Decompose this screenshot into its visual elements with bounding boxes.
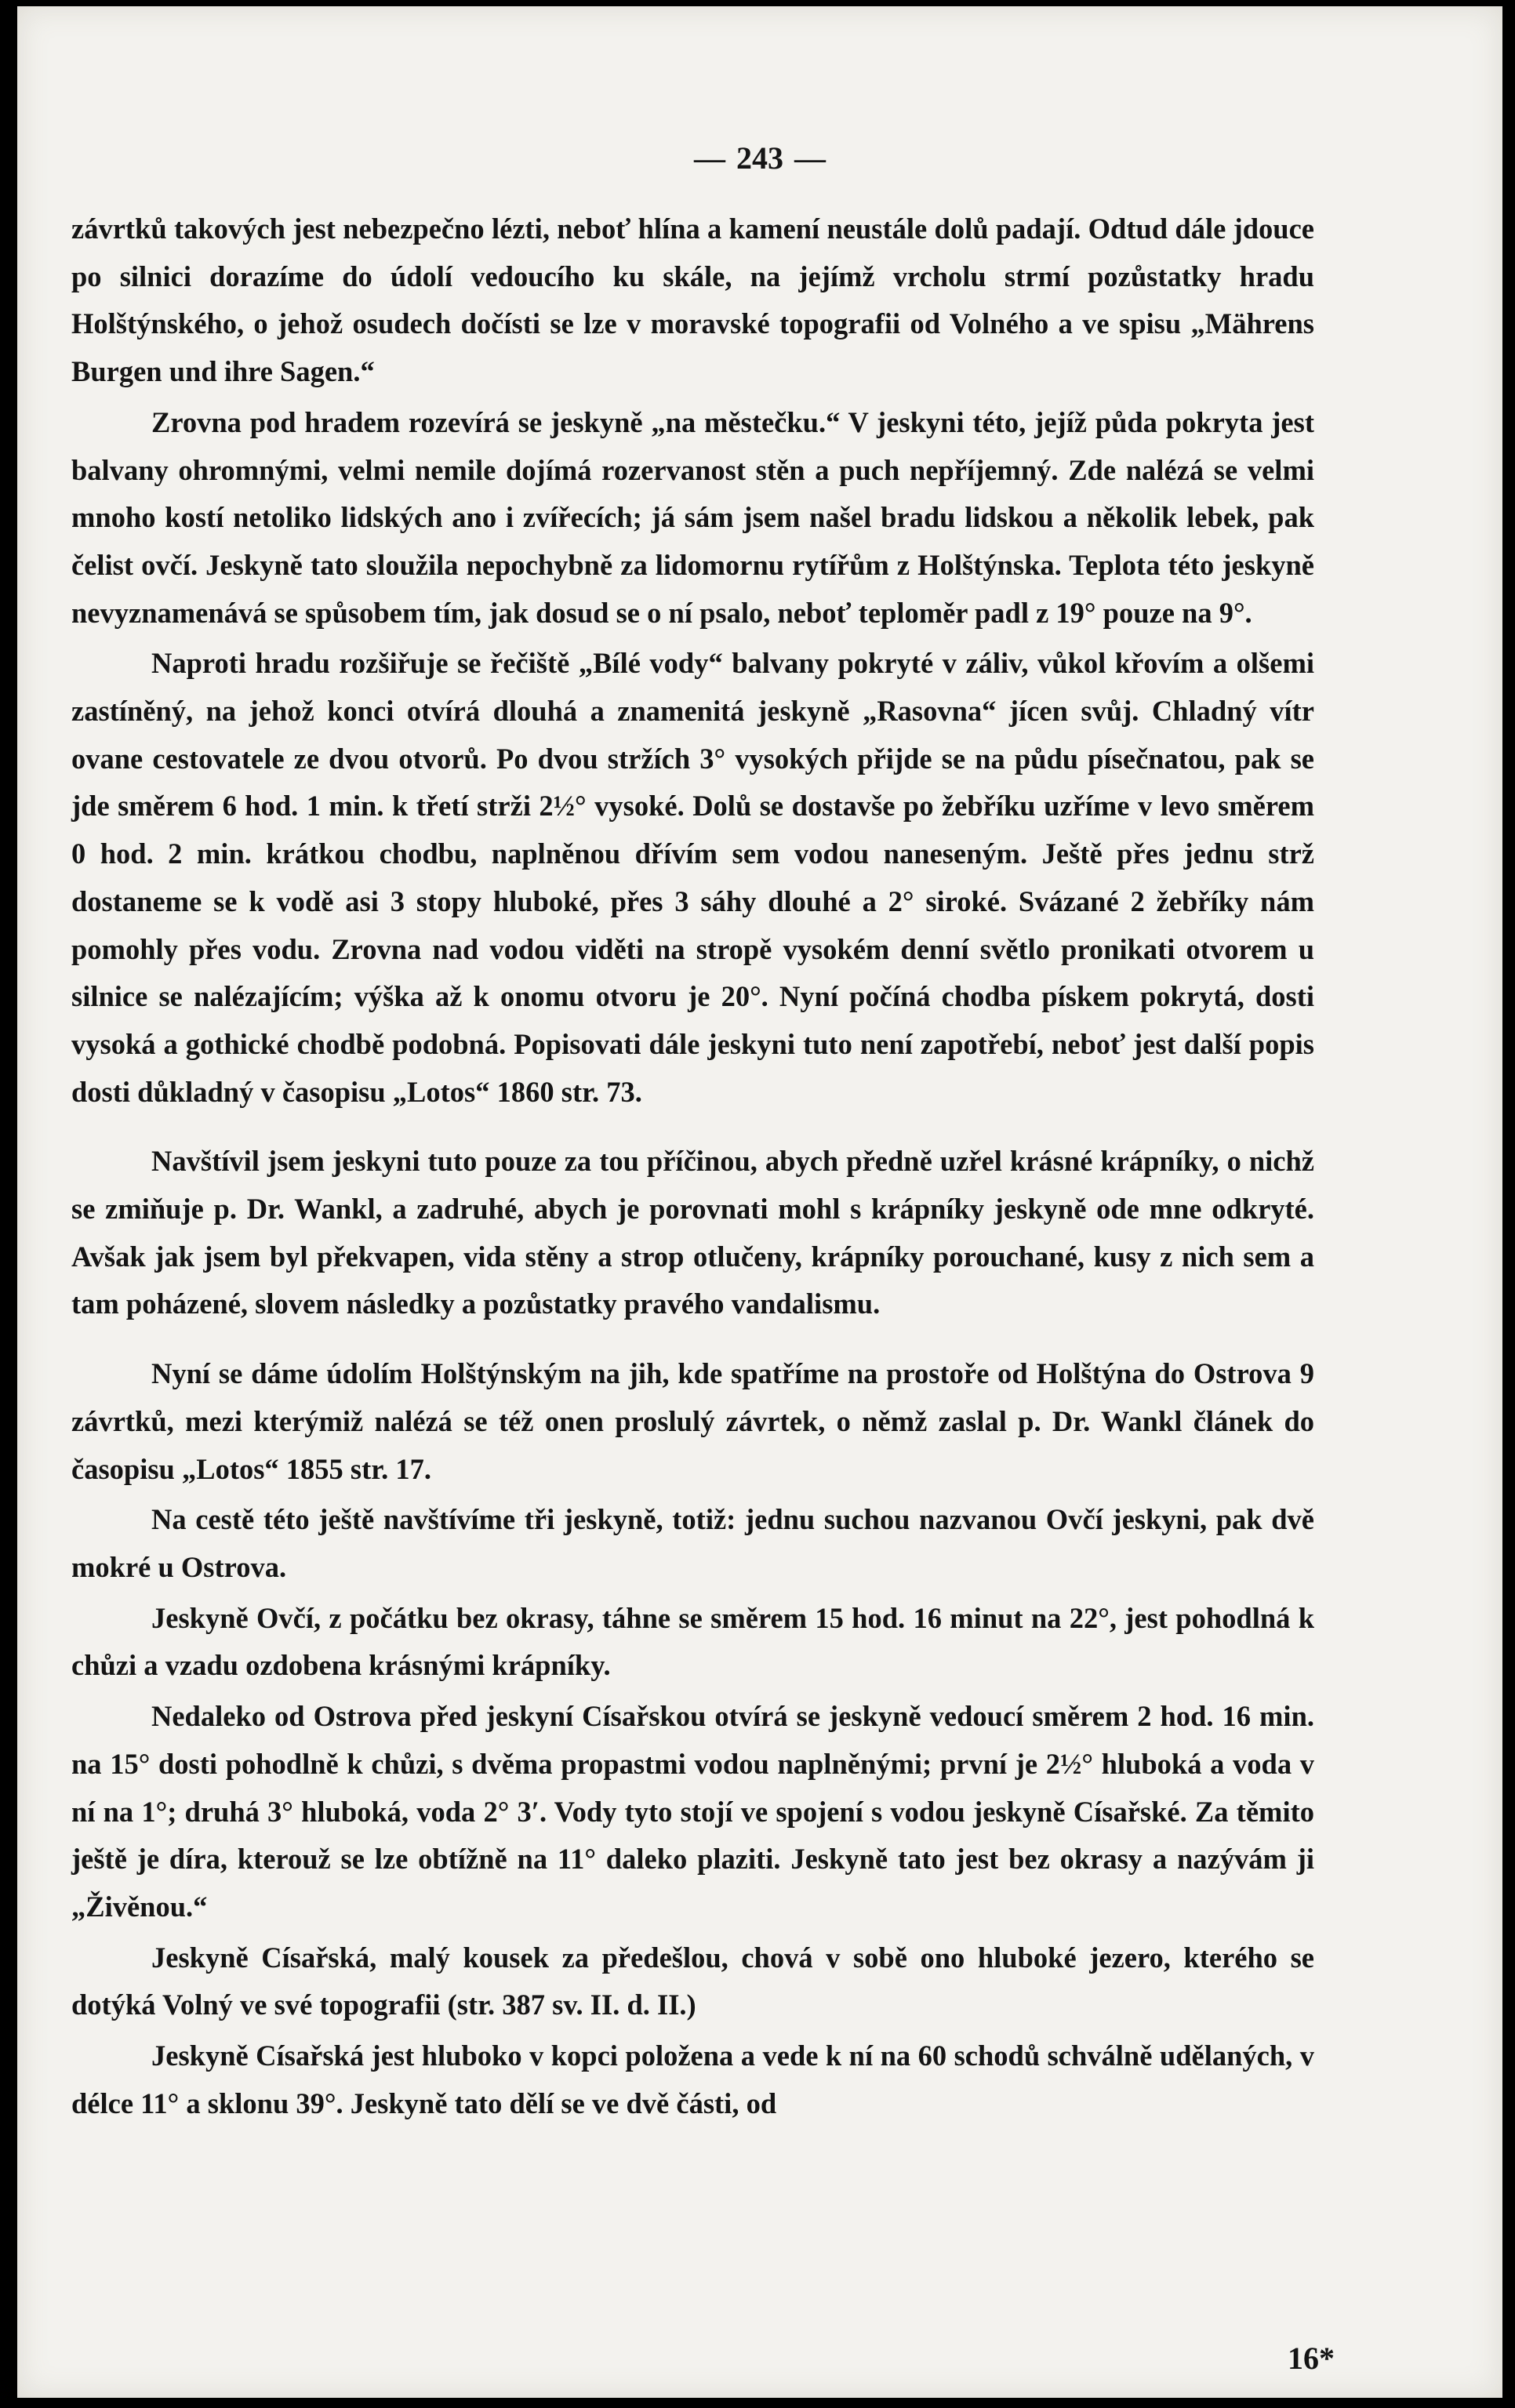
paragraph: Navštívil jsem jeskyni tuto pouze za tou příčinou, abych předně uzřel krásné krápníky, o nichž se zmiňuje p. Dr. Wankl, a zadruhé, abych je porovnati mohl s krápníky jeskyně ode mne odkryté. Avšak jak jsem byl překvapen, vida stěny a strop otlučeny, krápníky porouchané, kusy z nich sem a tam poházené, slovem následky a pozůstatky pravého vandalismu. — [71, 1145, 1314, 1320]
paragraph: Jeskyně Císařská jest hluboko v kopci položena a vede k ní na 60 schodů schválně udělaných, v délce 11° a sklonu 39°. Jeskyně tato dělí se ve dvě části, od — [71, 2039, 1314, 2119]
paragraph: závrtků takových jest nebezpečno lézti, neboť hlína a kamení neustále dolů padají. Odtud dále jdouce po silnici dorazíme do údolí vedoucího ku skále, na jejímž vrcholu strmí pozůstatky hradu Holštýnského, o jehož osudech dočísti se lze v moravské topografii od Volného a ve spisu „Mährens Burgen und ihre Sagen.“ — [71, 212, 1314, 388]
paragraph: Naproti hradu rozšiřuje se řečiště „Bílé vody“ balvany pokryté v záliv, vůkol křovím a olšemi zastíněný, na jehož konci otvírá dlouhá a znamenitá jeskyně „Rasovna“ jícen svůj. Chladný vítr ovane cestovatele ze dvou otvorů. Po dvou stržích 3° vysokých přijde se na půdu písečnatou, pak se jde směrem 6 hod. 1 min. k třetí strži 2½° vysoké. Dolů se dostavše po žebříku uzříme v levo směrem 0 hod. 2 min. krátkou chodbu, naplněnou dřívím sem vodou naneseným. Ještě přes jednu strž dostaneme se k vodě asi 3 stopy hluboké, přes 3 sáhy dlouhé a 2° siroké. Svázané 2 žebříky nám pomohly přes vodu. Zrovna nad vodou viděti na stropě vysokém denní světlo pronikati otvorem u silnice se nalézajícím; výška až k onomu otvoru je 20°. Nyní počíná chodba pískem pokrytá, dosti vysoká a gothické chodbě podobná. Popisovati dále jeskyni tuto není zapotřebí, neboť jest další popis dosti důkladný v časopisu „Lotos“ 1860 str. 73. — [71, 647, 1314, 1108]
page-header: — 243 — — [694, 140, 826, 176]
page-number: 243 — [736, 140, 783, 176]
paragraph: Na cestě této ještě navštívíme tři jeskyně, totiž: jednu suchou nazvanou Ovčí jeskyni, pak dvě mokré u Ostrova. — [71, 1503, 1314, 1583]
paragraph: Jeskyně Císařská, malý kousek za předešlou, chová v sobě ono hluboké jezero, kterého se dotýká Volný ve své topografii (str. 387 sv. II. d. II.) — [71, 1941, 1314, 2021]
paragraph: Nedaleko od Ostrova před jeskyní Císařskou otvírá se jeskyně vedoucí směrem 2 hod. 16 min. na 15° dosti pohodlně k chůzi, s dvěma propastmi vodou naplněnými; první je 2½° hluboká a voda v ní na 1°; druhá 3° hluboká, voda 2° 3′. Vody tyto stojí ve spojení s vodou jeskyně Císařské. Za těmito ještě je díra, kterouž se lze obtížně na 11° daleko plaziti. Jeskyně tato jest bez okrasy a nazývám ji „Živěnou.“ — [71, 1700, 1314, 1923]
signature-mark: 16* — [1288, 2341, 1335, 2376]
page-body — [71, 205, 1314, 2130]
paragraph: Jeskyně Ovčí, z počátku bez okrasy, táhne se směrem 15 hod. 16 minut na 22°, jest pohodlná k chůzi a vzadu ozdobena krásnými krápníky. — [71, 1601, 1314, 1682]
paragraph: Nyní se dáme údolím Holštýnským na jih, kde spatříme na prostoře od Holštýna do Ostrova 9 závrtků, mezi kterýmiž nalézá se též onen proslulý závrtek, o němž zaslal p. Dr. Wankl článek do časopisu „Lotos“ 1855 str. 17. — [71, 1357, 1314, 1485]
paragraph: Zrovna pod hradem rozevírá se jeskyně „na městečku.“ V jeskyni této, jejíž půda pokryta jest balvany ohromnými, velmi nemile dojímá rozervanost stěn a puch nepříjemný. Zde nalézá se velmi mnoho kostí netoliko lidských ano i zvířecích; já sám jsem našel bradu lidskou a několik lebek, pak čelist ovčí. Jeskyně tato sloužila nepochybně za lidomornu rytířům z Holštýnska. Teplota této jeskyně nevyznamenává se spůsobem tím, jak dosud se o ní psalo, neboť teploměr padl z 19° pouze na 9°. — [71, 405, 1314, 629]
